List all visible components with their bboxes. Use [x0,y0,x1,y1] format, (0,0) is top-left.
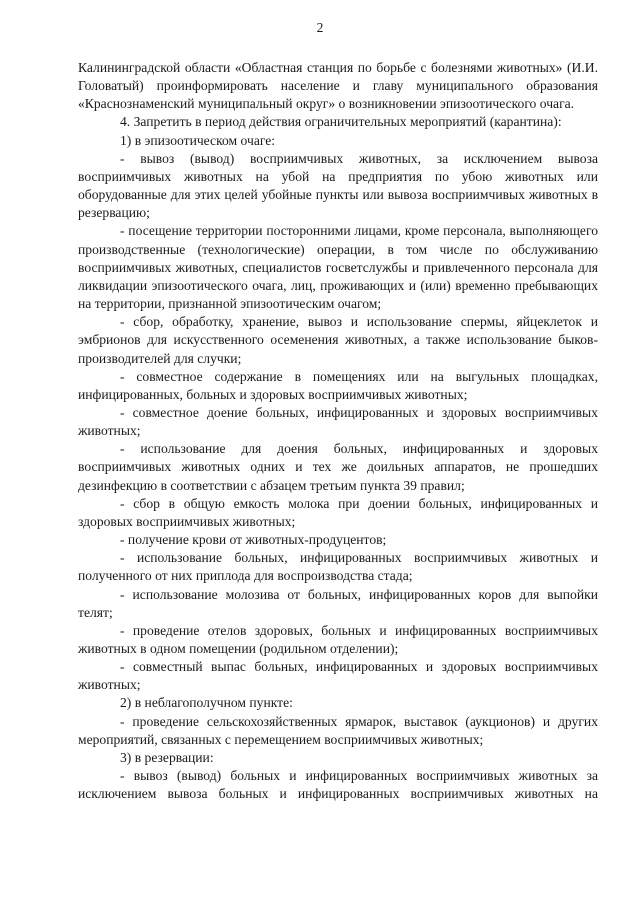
paragraph-subitem-1-heading: 1) в эпизоотическом очаге: [120,132,276,148]
list-item: - проведение сельскохозяйственных ярмарок, выставок (аукционов) и других мероприятий, связанных с перемещением восприимчивых животных; [78,713,598,747]
list-item: - вывоз (вывод) восприимчивых животных, за исключением вывоза восприимчивых животных на убой на предприятия по убою животных или оборудованные для этих целей убойные пункты или вывоза восприимчивых животных в резервацию; [78,150,598,221]
list-item: - сбор, обработку, хранение, вывоз и использование спермы, яйцеклеток и эмбрионов для искусственного осеменения животных, а также использование быков-производителей для случки; [78,314,598,366]
paragraph-item-4: 4. Запретить в период действия ограничительных мероприятий (карантина): [120,114,562,130]
list-item: - совместное доение больных, инфицированных и здоровых восприимчивых животных; [78,404,598,439]
paragraph-subitem-2-heading: 2) в неблагополучном пункте: [120,695,293,711]
list-item: - использование для доения больных, инфицированных и здоровых восприимчивых животных одних и тех же доильных аппаратов, не прошедших дезинфекцию в соответствии с абзацем третьим пункта 39 правил; [78,441,598,493]
page-number: 2 [316,20,324,35]
list-item: - совместный выпас больных, инфицированных и здоровых восприимчивых животных; [78,659,598,693]
list-item: - использование молозива от больных, инфицированных коров для выпойки телят; [78,586,598,620]
paragraph-notify-continuation: Калининградской области «Областная станция по борьбе с болезнями животных» (И.И. Головатый) проинформировать население и главу муниципального образования «Краснознаменский муниципальный округ» о возникновении эпизоотического очага. [78,60,598,112]
list-item: - использование больных, инфицированных восприимчивых животных и полученного от них приплода для воспроизводства стада; [78,550,598,584]
list-item: - посещение территории посторонними лицами, кроме персонала, выполняющего производственные (технологические) операции, в том числе по обслуживанию восприимчивых животных, специалистов госветслужбы и привлеченного персонала для ликвидации эпизоотического очага, лиц, проживающих и (или) временно пребывающих на территории, признанной эпизоотическим очагом; [78,223,598,312]
list-item: - сбор в общую емкость молока при доении больных, инфицированных и здоровых восприимчивых животных; [78,495,598,529]
list-item: - проведение отелов здоровых, больных и инфицированных восприимчивых животных в одном помещении (родильном отделении); [78,622,598,656]
list-item: - вывоз (вывод) больных и инфицированных восприимчивых животных за исключением вывоза больных и инфицированных восприимчивых животных на [78,768,598,802]
paragraph-subitem-3-heading: 3) в резервации: [120,749,214,765]
list-item: - получение крови от животных-продуцентов; [120,532,387,548]
document-body [78,59,598,803]
list-item: - совместное содержание в помещениях или на выгульных площадках, инфицированных, больных и здоровых восприимчивых животных; [78,368,598,402]
